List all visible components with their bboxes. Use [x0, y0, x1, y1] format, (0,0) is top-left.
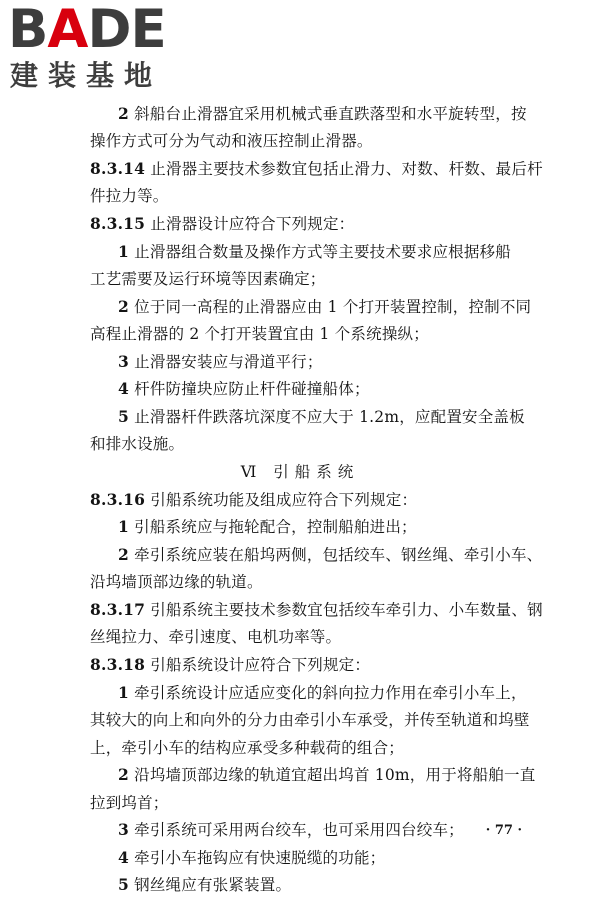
logo-letter-d: D [87, 0, 131, 60]
clause-number: 8.3.17 [90, 600, 146, 619]
clause-heading [90, 214, 354, 234]
clause-number: 8.3.14 [90, 159, 146, 178]
line-text: 高程止滑器的 2 个打开装置宜由 1 个系统操纵； [90, 325, 429, 343]
clause-number: 8.3.16 [90, 490, 146, 509]
clause-heading [90, 490, 417, 510]
paragraph-line [90, 434, 184, 454]
line-text: 件拉力等。 [90, 187, 169, 205]
paragraph-line [118, 765, 535, 785]
item-number: 4 [118, 848, 129, 867]
paragraph-line [118, 545, 542, 565]
clause-heading [90, 600, 543, 620]
item-number: 1 [118, 683, 129, 702]
paragraph-line [118, 297, 531, 317]
logo-letter-e: E [130, 0, 166, 60]
logo-chinese-text: 建装基地 [10, 59, 163, 92]
page-number: · 77 · [485, 823, 522, 838]
paragraph-line [118, 875, 291, 895]
line-text: 引船系统主要技术参数宜包括绞车牵引力、小车数量、钢 [150, 601, 543, 619]
item-number: 3 [118, 352, 129, 371]
line-text: 操作方式可分为气动和液压控制止滑器。 [90, 132, 373, 150]
line-text: 其较大的向上和向外的分力由牵引小车承受，并传至轨道和坞壁 [90, 711, 530, 729]
line-text: 斜船台止滑器宜采用机械式垂直跌落型和水平旋转型，按 [134, 105, 527, 123]
line-text: 沿坞墙顶部边缘的轨道宜超出坞首 10m，用于将船舶一直 [134, 766, 536, 784]
item-number: 2 [118, 104, 129, 123]
line-text: 钢丝绳应有张紧装置。 [134, 876, 292, 894]
line-text: 止滑器安装应与滑道平行； [134, 353, 323, 371]
line-text: 工艺需要及运行环境等因素确定； [90, 270, 326, 288]
logo-letter-a: A [47, 0, 88, 60]
line-text: 引船系统应与拖轮配合，控制船舶进出； [134, 518, 417, 536]
section-heading [0, 462, 600, 482]
line-text: 和排水设施。 [90, 435, 185, 453]
line-text: 引船系统设计应符合下列规定： [150, 656, 371, 674]
line-text: 止滑器设计应符合下列规定： [150, 215, 355, 233]
clause-heading [90, 655, 370, 675]
paragraph-line [90, 324, 429, 344]
line-text: 牵引小车拖钩应有快速脱缆的功能； [134, 849, 386, 867]
clause-heading [90, 159, 543, 179]
line-text: 止滑器杆件跌落坑深度不应大于 1.2m，应配置安全盖板 [134, 408, 525, 426]
paragraph-line [118, 352, 323, 372]
logo-wordmark [8, 0, 166, 60]
item-number: 1 [118, 242, 129, 261]
line-text: 上，牵引小车的结构应承受多种载荷的组合； [90, 739, 405, 757]
paragraph-line [90, 738, 404, 758]
paragraph-line [118, 517, 417, 537]
line-text: 沿坞墙顶部边缘的轨道。 [90, 573, 263, 591]
paragraph-line [90, 710, 530, 730]
paragraph-line [90, 793, 169, 813]
clause-number: 8.3.18 [90, 655, 146, 674]
paragraph-line [118, 683, 527, 703]
item-number: 2 [118, 545, 129, 564]
paragraph-line [118, 407, 525, 427]
paragraph-line [90, 572, 263, 592]
line-text: 止滑器主要技术参数宜包括止滑力、对数、杆数、最后杆 [150, 160, 543, 178]
paragraph-line [118, 242, 511, 262]
line-text: 杆件防撞块应防止杆件碰撞船体； [134, 380, 370, 398]
paragraph-line [118, 848, 385, 868]
item-number: 4 [118, 379, 129, 398]
paragraph-line [118, 820, 464, 840]
paragraph-line [118, 104, 527, 124]
line-text: 拉到坞首； [90, 794, 169, 812]
paragraph-line [90, 627, 341, 647]
paragraph-line [90, 269, 326, 289]
logo-letter-b: B [8, 0, 48, 60]
item-number: 5 [118, 407, 129, 426]
line-text: 引船系统功能及组成应符合下列规定： [150, 491, 418, 509]
line-text: 丝绳拉力、牵引速度、电机功率等。 [90, 628, 342, 646]
line-text: 止滑器组合数量及操作方式等主要技术要求应根据移船 [134, 243, 511, 261]
item-number: 3 [118, 820, 129, 839]
item-number: 2 [118, 297, 129, 316]
line-text: 位于同一高程的止滑器应由 1 个打开装置控制，控制不同 [134, 298, 532, 316]
section-title: Ⅵ 引船系统 [240, 463, 360, 481]
paragraph-line [118, 379, 370, 399]
item-number: 5 [118, 875, 129, 894]
line-text: 牵引系统应装在船坞两侧，包括绞车、钢丝绳、牵引小车、 [134, 546, 543, 564]
item-number: 2 [118, 765, 129, 784]
paragraph-line [90, 186, 169, 206]
line-text: 牵引系统设计应适应变化的斜向拉力作用在牵引小车上， [134, 684, 527, 702]
bade-logo [8, 0, 178, 96]
line-text: 牵引系统可采用两台绞车，也可采用四台绞车； [134, 821, 464, 839]
item-number: 1 [118, 517, 129, 536]
clause-number: 8.3.15 [90, 214, 146, 233]
paragraph-line [90, 131, 373, 151]
